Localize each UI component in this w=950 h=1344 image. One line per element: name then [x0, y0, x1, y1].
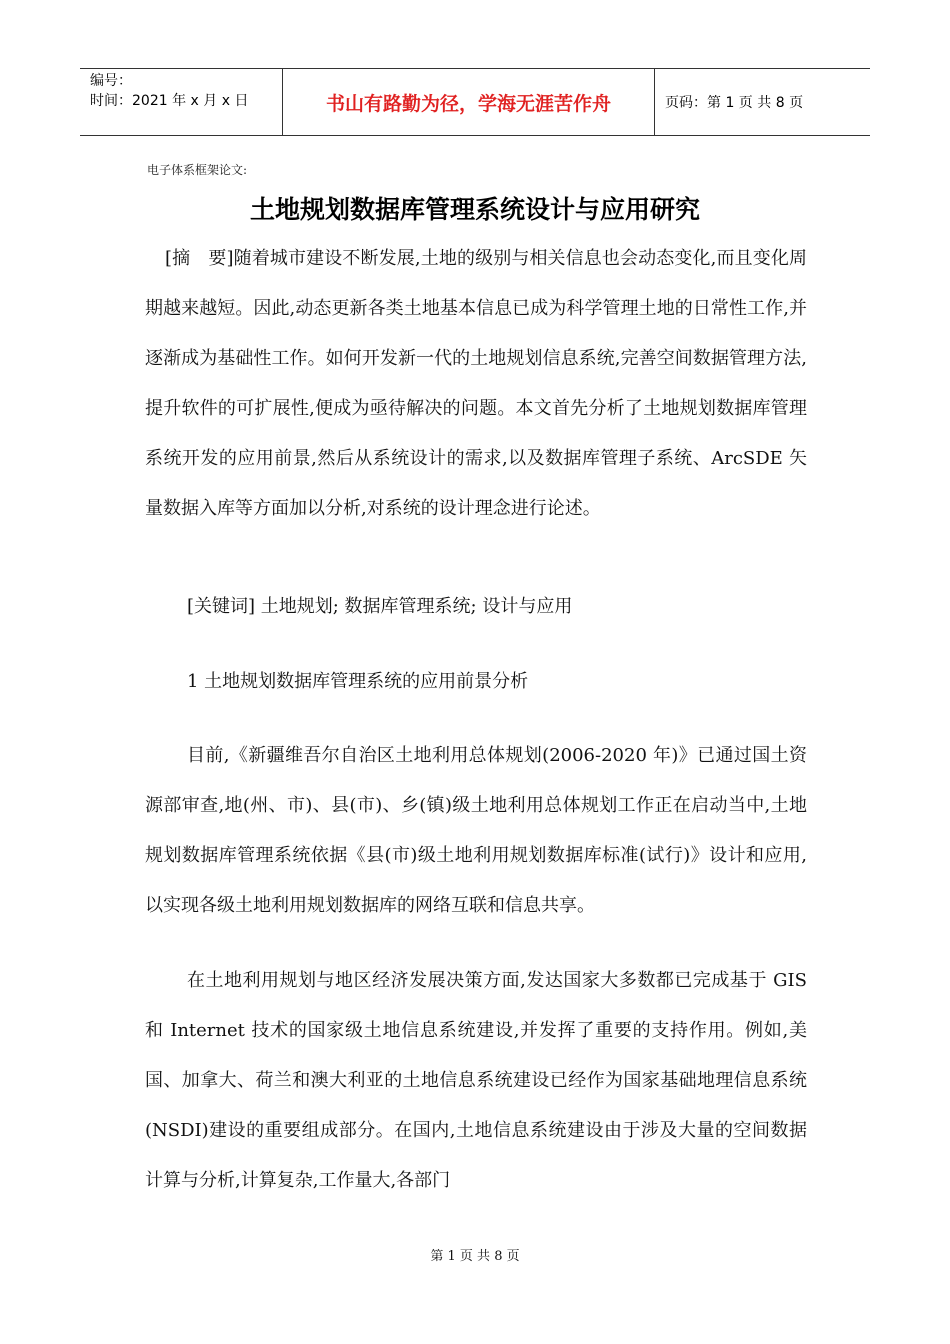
body-paragraph-2: 在土地利用规划与地区经济发展决策方面,发达国家大多数都已完成基于 GIS 和 Internet 技术的国家级土地信息系统建设,并发挥了重要的支持作用。例如,美国、加拿大、荷兰和澳大利亚的土地信息系统建设已经作为国家基础地理信息系统(NSDI)建设的重要组成部分。在国内,土地信息系统建设由于涉及大量的空间数据计算与分析,计算复杂,工作量大,各部门: [145, 970, 807, 1191]
header-meta: [80, 69, 282, 135]
page-header: [80, 68, 870, 136]
header-motto: 书山有路勤为径，学海无涯苦作舟: [282, 69, 655, 135]
page-footer: 第 1 页 共 8 页: [430, 1249, 520, 1264]
number-label: 编号：: [90, 73, 132, 89]
section-heading: 1 土地规划数据库管理系统的应用前景分析: [187, 671, 529, 692]
document-title: 土地规划数据库管理系统设计与应用研究: [249, 195, 700, 224]
time-label: 时间：2021 年 x 月 x 日: [90, 93, 249, 109]
keywords-line: [关键词] 土地规划; 数据库管理系统; 设计与应用: [187, 596, 573, 617]
series-label: 电子体系框架论文:: [147, 163, 248, 177]
body-paragraph-1: 目前,《新疆维吾尔自治区土地利用总体规划(2006-2020 年)》已通过国土资源部审查,地(州、市)、县(市)、乡(镇)级土地利用总体规划工作正在启动当中,土地规划数据库管理系统依据《县(市)级土地利用规划数据库标准(试行)》设计和应用,以实现各级土地利用规划数据库的网络互联和信息共享。: [145, 745, 807, 916]
abstract-paragraph: [摘 要]随着城市建设不断发展,土地的级别与相关信息也会动态变化,而且变化周期越来越短。因此,动态更新各类土地基本信息已成为科学管理土地的日常性工作,并逐渐成为基础性工作。如何开发新一代的土地规划信息系统,完善空间数据管理方法,提升软件的可扩展性,便成为亟待解决的问题。本文首先分析了土地规划数据库管理系统开发的应用前景,然后从系统设计的需求,以及数据库管理子系统、ArcSDE 矢量数据入库等方面加以分析,对系统的设计理念进行论述。: [145, 248, 807, 519]
header-page-info: 页码：第 1 页 共 8 页: [665, 95, 804, 111]
